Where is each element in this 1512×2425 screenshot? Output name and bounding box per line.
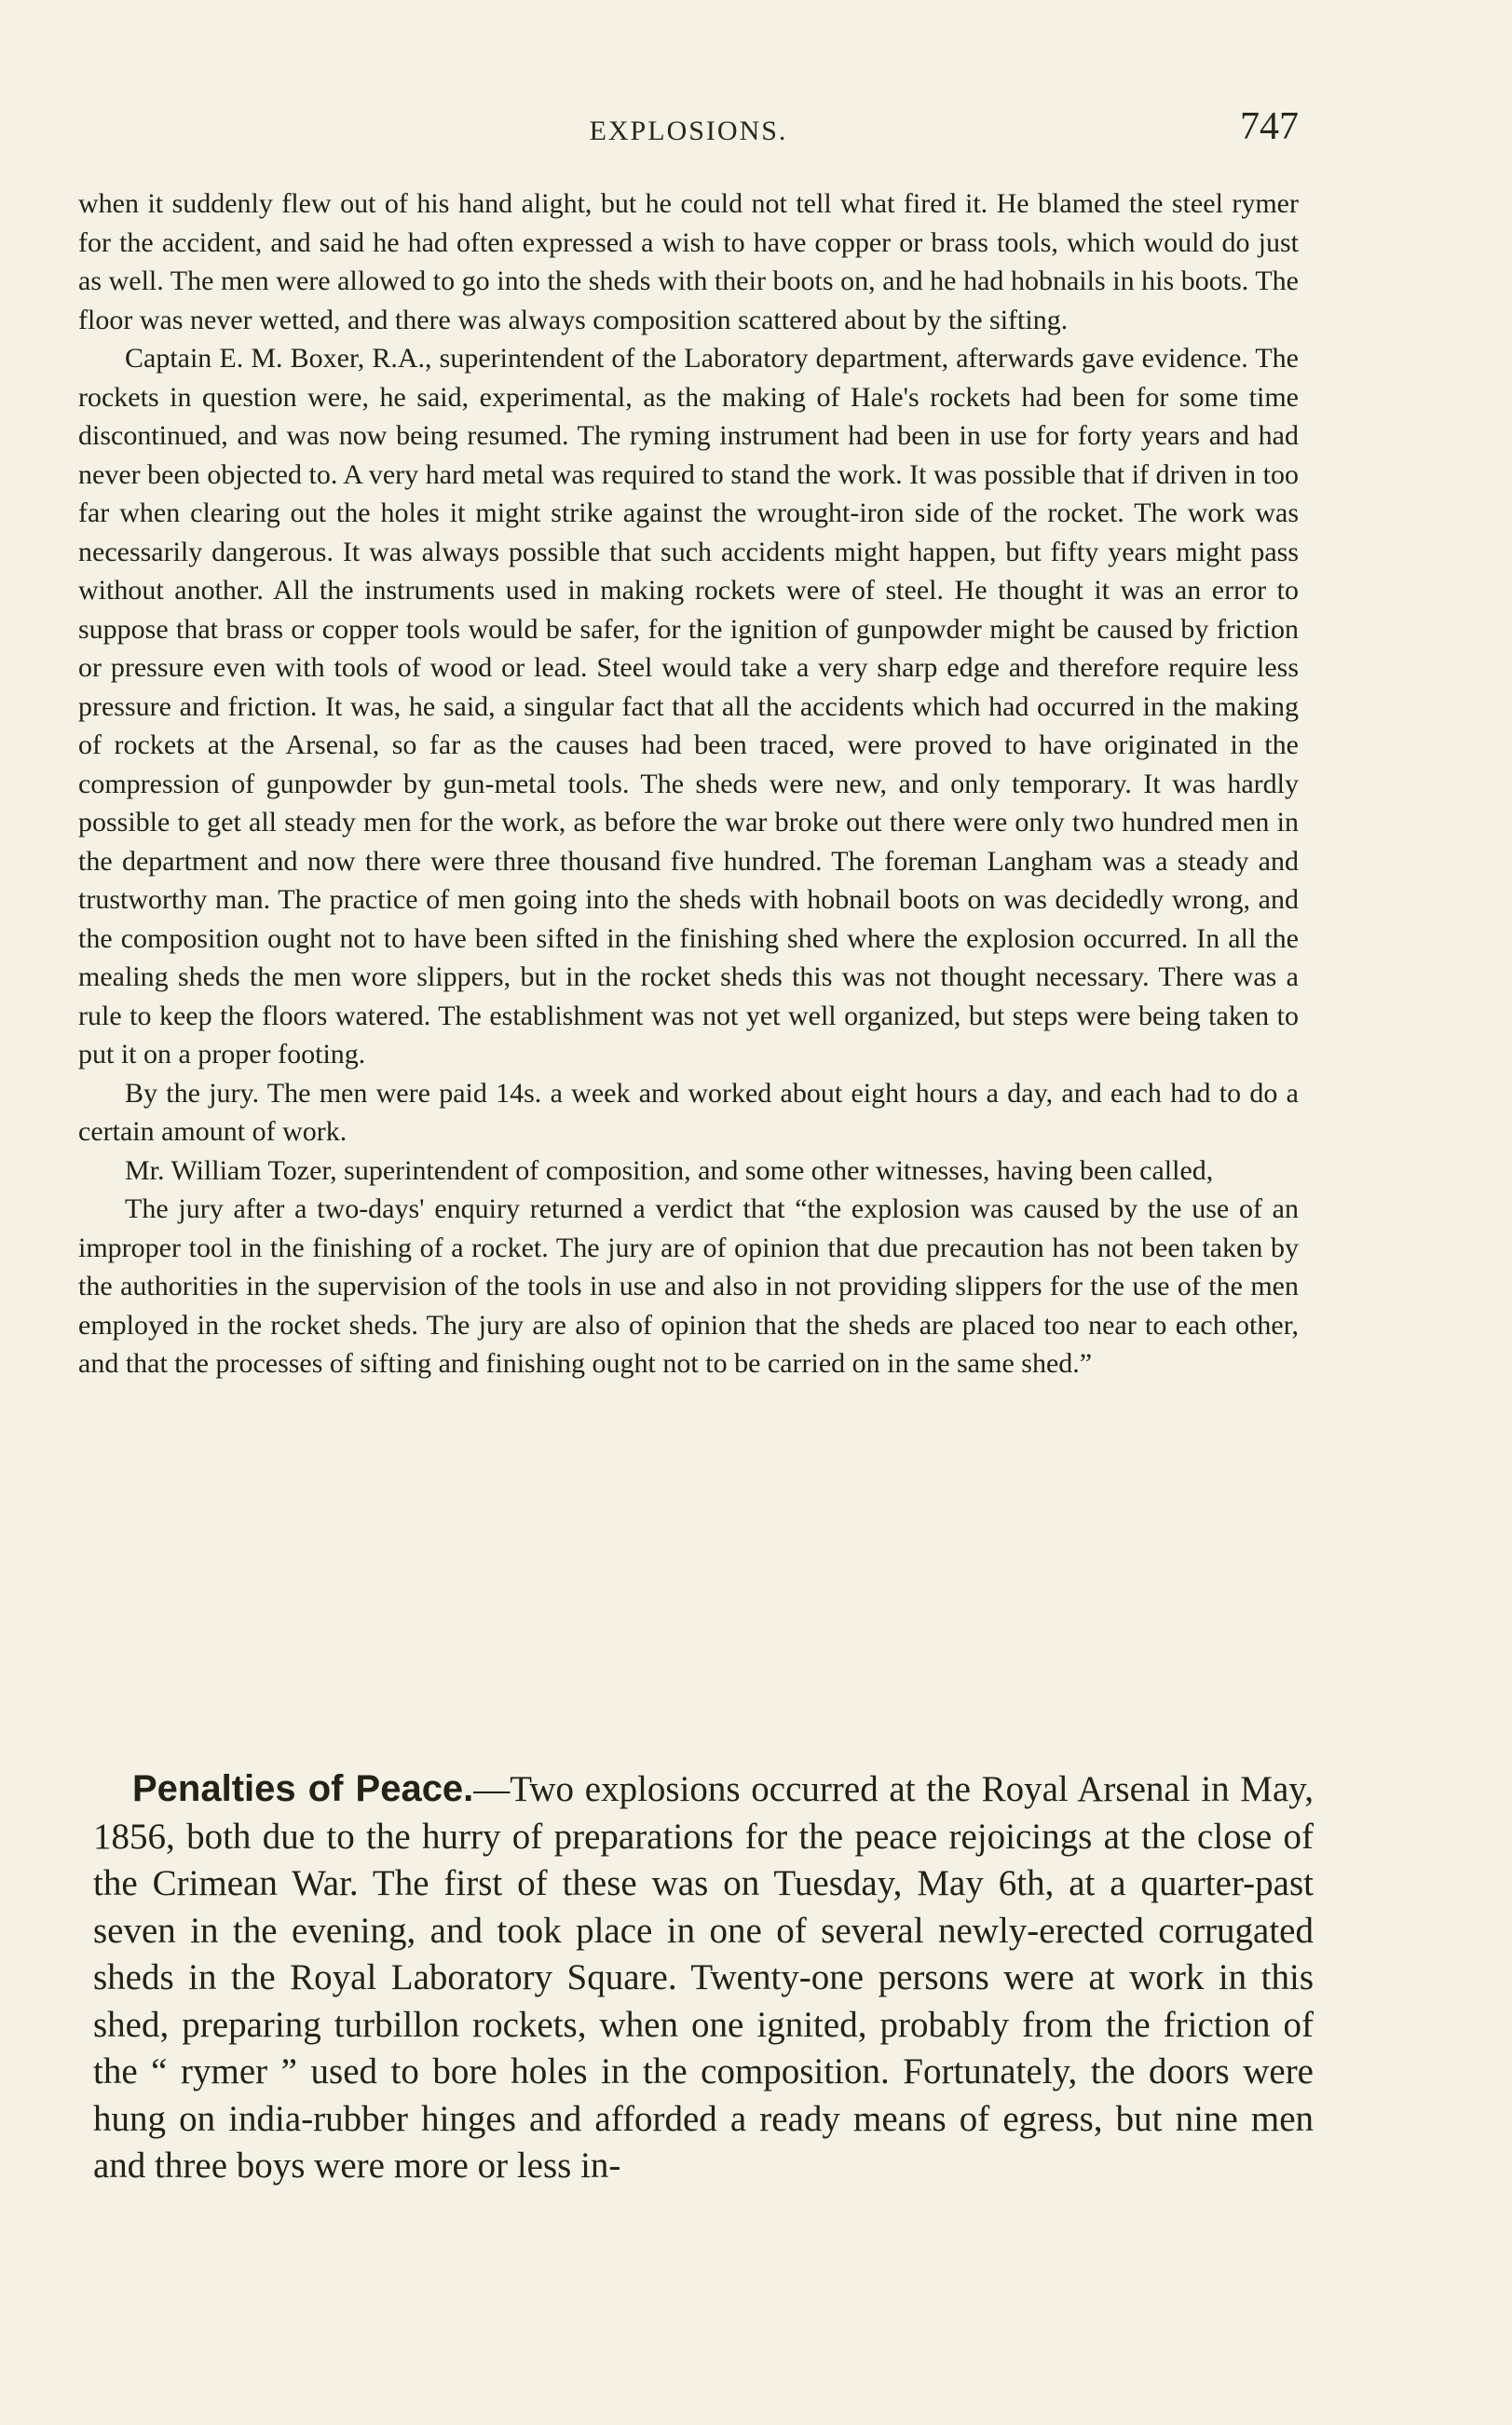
paragraph-verdict: The jury after a two-days' enquiry returned a verdict that “the explosion was caused by the use of an improper tool in the finishing of a rocket. The jury are of opinion that due precaution has not been taken by the authorities in the supervision of the tools in use and also in not providing slippers for the use of the men employed in the rocket sheds. The jury are also of opinion that the sheds are placed too near to each other, and that the processes of sifting and finishing ought not to be carried on in the same shed.” <box>78 1193 1299 1379</box>
page-number: 747 <box>1240 105 1299 148</box>
paragraph-jury-question: By the jury. The men were paid 14s. a week and worked about eight hours a day, and each had to do a certain amount of work. <box>78 1077 1299 1147</box>
body-text <box>78 184 1299 1383</box>
running-head <box>78 104 1299 151</box>
paragraph-continuation: when it suddenly flew out of his hand alight, but he could not tell what fired it. He blamed the steel rymer for the accident, and said he had often expressed a wish to have copper or brass tools, which would do just as well. The men were allowed to go into the sheds with their boots on, and he had hobnails in his boots. The floor was never wetted, and there was always composition scattered about by the sifting. <box>78 188 1299 335</box>
paragraph-boxer-evidence: Captain E. M. Boxer, R.A., superintendent of the Laboratory department, afterwards gave evidence. The rockets in question were, he said, experimental, as the making of Hale's rockets had been for some time discontinued, and was now being resumed. The ryming instrument had been in use for forty years and had never been objected to. A very hard metal was required to stand the work. It was possible that if driven in too far when clearing out the holes it might strike against the wrought-iron side of the rocket. The work was necessarily dangerous. It was always possible that such accidents might happen, but fifty years might pass without another. All the instruments used in making rockets were of steel. He thought it was an error to suppose that brass or copper tools would be safer, for the ignition of gunpowder might be caused by friction or pressure even with tools of wood or lead. Steel would take a very sharp edge and therefore require less pressure and friction. It was, he said, a singular fact that all the accidents which had occurred in the making of rockets at the Arsenal, so far as the causes had been traced, were proved to have originated in the compression of gunpowder by gun-metal tools. The sheds were new, and only temporary. It was hardly possible to get all steady men for the work, as before the war broke out there were only two hundred men in the department and now there were three thousand five hundred. The foreman Langham was a steady and trustworthy man. The practice of men going into the sheds with hobnail boots on was decidedly wrong, and the composition ought not to have been sifted in the finishing shed where the explosion occurred. In all the mealing sheds the men wore slippers, but in the rocket sheds this was not thought necessary. There was a rule to keep the floors watered. The establishment was not yet well organized, but steps were being taken to put it on a proper footing. <box>78 343 1299 1069</box>
running-title: EXPLOSIONS. <box>589 116 788 146</box>
section-heading: Penalties of Peace. <box>132 1768 474 1809</box>
section-text: —Two explosions occurred at the Royal Arsenal in May, 1856, both due to the hurry of preparations for the peace rejoicings at the close of the Crimean War. The first of these was on Tuesday, May 6th, at a quarter-past seven in the evening, and took place in one of several newly-erected corrugated sheds in the Royal Laboratory Square. Twenty-one persons were at work in this shed, preparing turbillon rockets, when one ignited, probably from the friction of the “ rymer ” used to bore holes in the composition. Fortunately, the doors were hung on india-rubber hinges and afforded a ready means of egress, but nine men and three boys were more or less in- <box>93 1769 1314 2186</box>
paragraph-tozer: Mr. William Tozer, superintendent of composition, and some other witnesses, having been called, <box>125 1154 1214 1186</box>
section-paragraph <box>93 1765 1314 2190</box>
section-penalties-of-peace <box>93 1765 1314 2190</box>
